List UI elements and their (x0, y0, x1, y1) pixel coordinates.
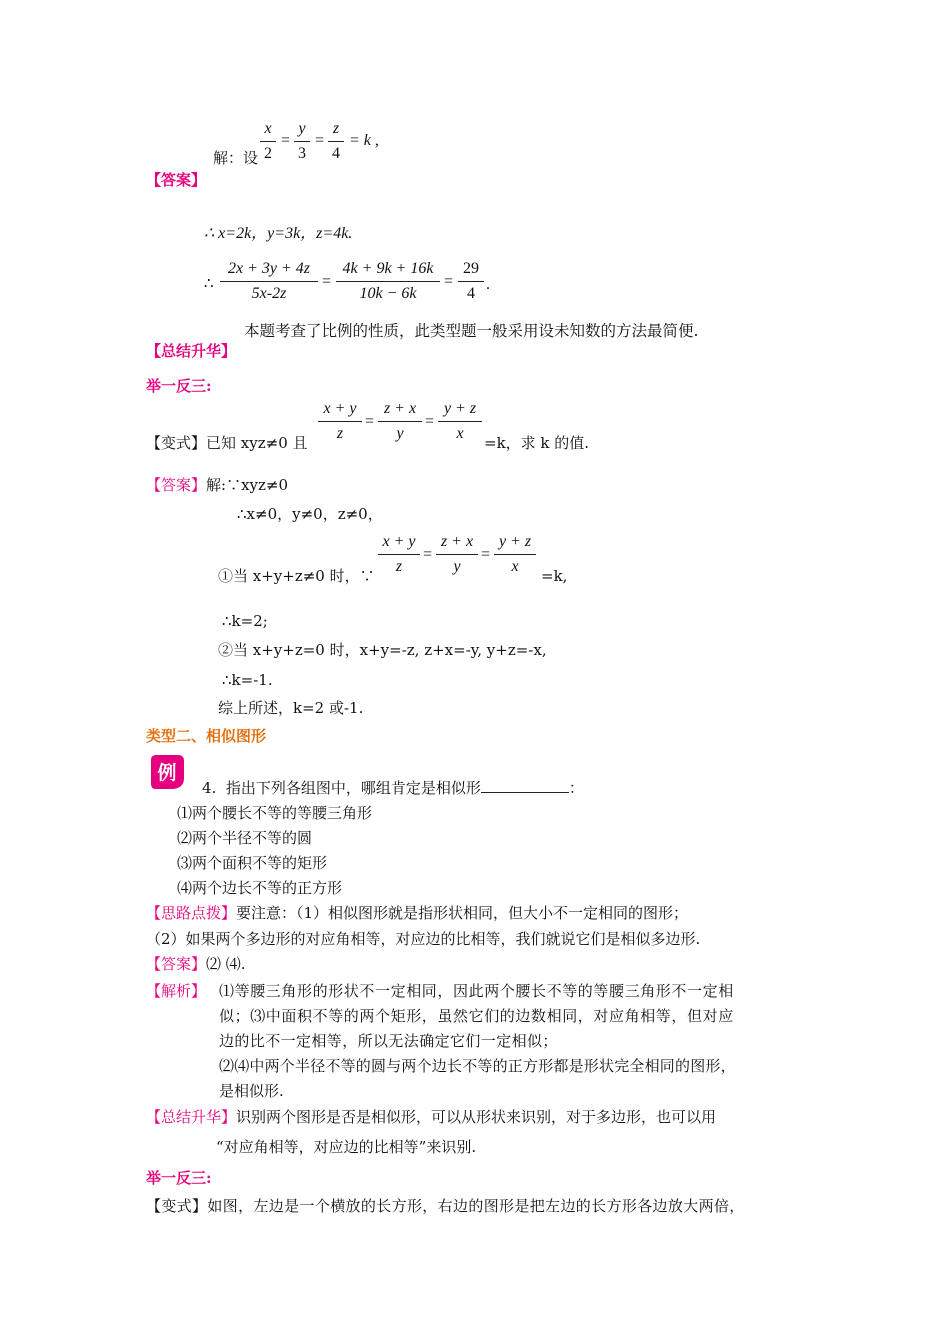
case1-fraction-2 (436, 531, 478, 578)
option-3: ⑶两个面积不等的矩形 (177, 854, 328, 872)
denominator: x (511, 558, 519, 575)
variant-answer-line (146, 475, 288, 495)
fraction-z-over-4 (328, 118, 344, 165)
numerator: 29 (463, 260, 479, 277)
k-equals-minus-1: ∴k=-1. (222, 671, 273, 689)
variant-text-before: 已知 xyz≠0 且 (206, 434, 308, 452)
practice-tag: 举一反三: (146, 377, 212, 395)
summary-text-2: “对应角相等，对应边的比相等”来识别. (216, 1138, 477, 1156)
numerator: z (332, 120, 340, 137)
variant-fraction-2 (378, 398, 422, 445)
variant-text-after: =k，求 k 的值. (484, 434, 590, 452)
case1-after: =k, (541, 567, 568, 585)
answer-step-2: ∴x≠0，y≠0，z≠0， (237, 505, 383, 523)
equals-sign: = (281, 132, 291, 149)
hint-tag: 【思路点拨】 (146, 904, 237, 922)
case1-fraction-3 (494, 531, 536, 578)
equals-sign: = (423, 546, 433, 563)
analysis-line-1: ⑴等腰三角形的形状不一定相同，因此两个腰长不等的等腰三角形不一定相 (219, 982, 734, 1000)
question-line (202, 778, 584, 798)
hint-line-1 (146, 903, 688, 923)
denominator: z (395, 558, 403, 575)
variant-2-tag: 【变式】 (146, 1197, 208, 1215)
fraction-result (458, 258, 484, 305)
denominator: 5x-2z (251, 285, 287, 302)
numerator: z + x (440, 533, 474, 550)
variant-2-text: 如图，左边是一个横放的长方形，右边的图形是把左边的长方形各边放大两倍， (207, 1197, 745, 1215)
section-heading: 类型二、相似图形 (146, 727, 267, 745)
denominator: 3 (298, 145, 306, 162)
analysis-line-2: 似；⑶中面积不等的两个矩形，虽然它们的边数相同，对应角相等，但对应 (219, 1007, 734, 1025)
answer-tag: 【答案】 (146, 476, 207, 494)
period: . (486, 276, 490, 293)
answer-blank (481, 778, 569, 793)
case1-before: ①当 x+y+z≠0 时，∵ (218, 567, 375, 585)
case2-text: ②当 x+y+z=0 时，x+y=-z, z+x=-y, y+z=-x, (218, 641, 547, 659)
variant-tag: 【变式】 (146, 434, 207, 452)
denominator: x (456, 425, 464, 442)
denominator: 4 (467, 285, 475, 302)
answer-tag: 【答案】 (146, 955, 207, 973)
equals-k: = k , (349, 132, 379, 149)
analysis-tag: 【解析】 (146, 982, 207, 1000)
summary-tag: 【总结升华】 (146, 1108, 237, 1126)
variant-2-line (146, 1196, 745, 1216)
fraction-main (220, 258, 318, 305)
numerator: y (298, 120, 306, 137)
summary-text-1: 识别两个图形是否是相似形，可以从形状来识别，对于多边形，也可以用 (236, 1108, 717, 1126)
summary-line-1 (146, 1107, 716, 1127)
variant-line (146, 433, 308, 453)
example-badge-icon (147, 752, 187, 792)
question-end: ： (568, 779, 584, 797)
equals-sign: = (481, 546, 491, 563)
question-number: 4. (202, 779, 217, 797)
question-text: 指出下列各组图中，哪组肯定是相似形 (225, 779, 481, 797)
analysis-line-3: 边的比不一定相等，所以无法确定它们一定相似； (219, 1032, 558, 1050)
answer-step-1: 解:∵xyz≠0 (206, 476, 289, 494)
numerator: x + y (323, 400, 357, 417)
case1-fraction-1 (378, 531, 420, 578)
variant-fraction-3 (438, 398, 482, 445)
answer-tag: 【答案】 (146, 171, 207, 189)
practice-tag-2: 举一反三: (146, 1169, 212, 1187)
numerator: x (264, 120, 272, 137)
option-1: ⑴两个腰长不等的等腰三角形 (177, 804, 373, 822)
equals-sign: = (425, 413, 435, 430)
numerator: 2x + 3y + 4z (227, 260, 311, 277)
option-2: ⑵两个半径不等的圆 (177, 829, 313, 847)
denominator: z (336, 425, 344, 442)
hint-text-1: 要注意：（1）相似图形就是指形状相同，但大小不一定相同的图形； (236, 904, 689, 922)
fraction-x-over-2 (260, 118, 276, 165)
numerator: 4k + 9k + 16k (342, 260, 434, 277)
note-text: 本题考查了比例的性质，此类型题一般采用设未知数的方法最简便. (244, 322, 699, 340)
numerator: y + z (498, 533, 532, 550)
hint-text-2: （2）如果两个多边形的对应角相等，对应边的比相等，我们就说它们是相似多边形. (146, 930, 701, 948)
numerator: y + z (443, 400, 477, 417)
denominator: 2 (264, 145, 272, 162)
denominator: 4 (332, 145, 340, 162)
analysis-line-5: 是相似形. (219, 1082, 284, 1100)
solution-prefix: 解：设 (213, 149, 259, 167)
variant-fraction-1 (318, 398, 362, 445)
analysis-line-4: ⑵⑷中两个半径不等的圆与两个边长不等的正方形都是形状完全相同的图形， (219, 1057, 736, 1075)
badge-label: 例 (157, 762, 177, 784)
equals-sign: = (322, 273, 332, 290)
equals-sign: = (444, 273, 454, 290)
fraction-y-over-3 (294, 118, 310, 165)
equals-sign: = (315, 132, 325, 149)
denominator: y (453, 558, 461, 575)
numerator: z + x (383, 400, 417, 417)
answer-line (146, 954, 246, 974)
denominator: 10k − 6k (359, 285, 417, 302)
k-equals-2: ∴k=2; (222, 612, 268, 630)
answer-value: ⑵ ⑷. (206, 955, 246, 973)
denominator: y (396, 425, 404, 442)
option-4: ⑷两个边长不等的正方形 (177, 879, 343, 897)
summary-tag: 【总结升华】 (146, 342, 237, 360)
therefore-symbol: ∴ (204, 274, 214, 292)
numerator: x + y (382, 533, 416, 550)
equals-sign: = (365, 413, 375, 430)
conclusion: 综上所述，k=2 或-1. (218, 699, 364, 717)
fraction-substituted (336, 258, 440, 305)
solution-line-1: ∴ x=2k，y=3k，z=4k. (204, 225, 353, 242)
